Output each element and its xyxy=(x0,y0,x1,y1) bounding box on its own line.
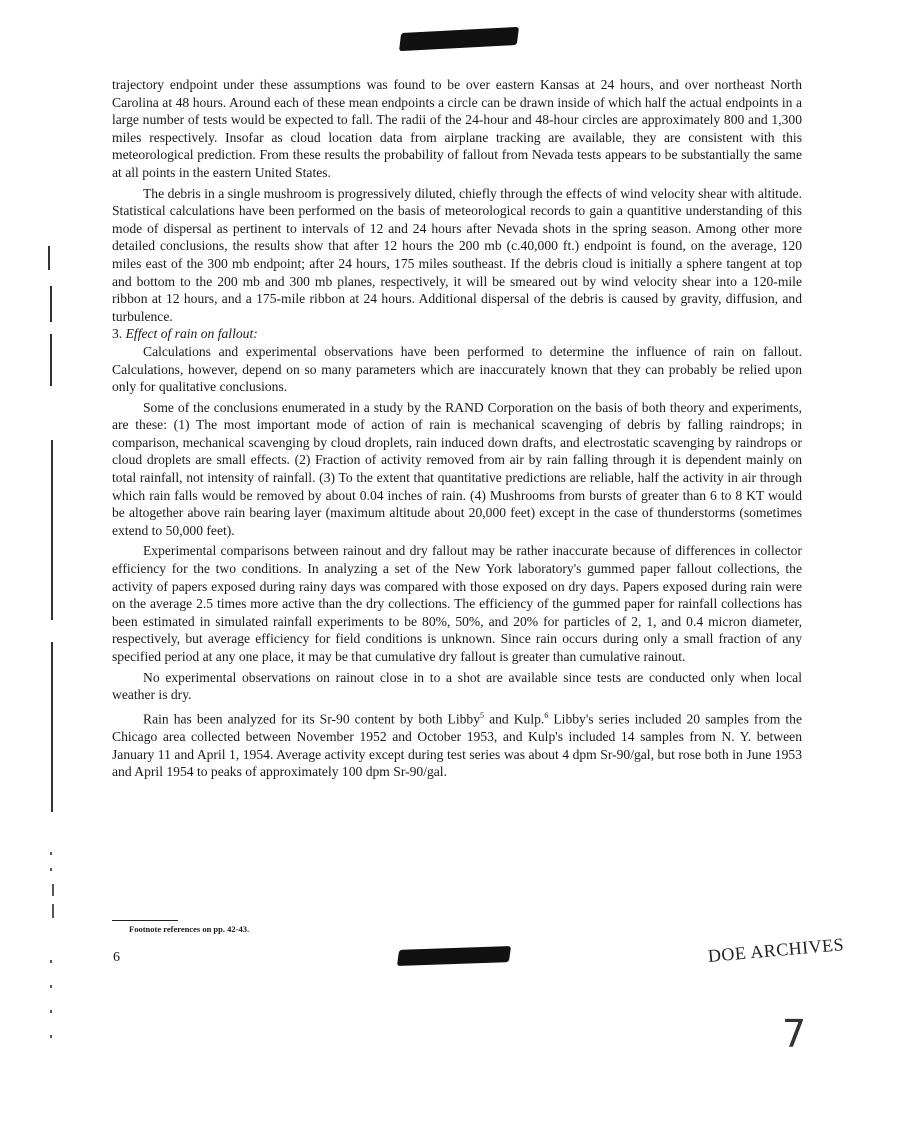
margin-mark xyxy=(50,334,52,386)
margin-dot xyxy=(50,1035,52,1038)
footnote-ref-5: 5 xyxy=(480,710,485,720)
paragraph-debris-dilution: The debris in a single mushroom is progressively diluted, chiefly through the effects of wind velocity shear with altitude. Statistical calculations have been performed on the basis of meteorological records to gain a quantitive understanding of this mode of dispersal as pertinent to intervals of 12 and 24 hours after Nevada shots in the spring season. Among other more detailed conclusions, the results show that after 12 hours the 200 mb (c.40,000 ft.) endpoint is found, on the average, 120 miles east of the 300 mb endpoint; after 24 hours, 175 miles southeast. If the debris cloud is initially a sphere tangent at top and bottom to the 200 mb and 300 mb planes, respectively, it will be smeared out by wind velocity shear into a 120-mile ribbon at 12 hours, and a 175-mile ribbon at 24 hours. Additional dispersal of the debris is caused by gravity, diffusion, and turbulence. xyxy=(112,185,802,324)
sr90-text-1: Rain has been analyzed for its Sr-90 content by both Libby xyxy=(143,711,481,727)
redacted-classification-top xyxy=(399,27,519,51)
document-body xyxy=(112,76,802,781)
paragraph-rain-calculations: Calculations and experimental observations have been performed to determine the influence of rain on fallout. Calculations, however, depend on so many parameters which are inaccurately known that they can probably be relied upon only for qualitative conclusions. xyxy=(112,343,802,395)
paragraph-sr90-analysis xyxy=(112,707,802,781)
paragraph-rainout-comparison: Experimental comparisons between rainout and dry fallout may be rather inaccurate because of differences in collector efficiency for the two conditions. In analyzing a set of the New York laboratory's gummed paper fallout collections, the activity of papers exposed during rainy days was compared with those exposed on dry days. Papers exposed during rain were on the average 2.5 times more active than the dry collections. The efficiency of the gummed paper for rainfall collections has been estimated in simulated rainfall experiments to be 80%, 50%, and 20% for particles of 2, 1, and 0.4 micron diameter, respectively, but average efficiency for field conditions is unknown. Since rain occurs during only a small fraction of any specified period at any one place, it may be that cumulative dry fallout is greater than cumulative rainout. xyxy=(112,543,802,664)
handwritten-page-number: 7 xyxy=(782,1012,807,1056)
margin-mark xyxy=(51,440,53,620)
paragraph-no-observations: No experimental observations on rainout close in to a shot are available since tests are conducted only when local weather is dry. xyxy=(112,669,802,703)
margin-dot xyxy=(52,884,54,896)
archive-stamp: DOE ARCHIVES xyxy=(707,934,845,966)
redacted-classification-bottom xyxy=(397,946,511,966)
margin-dot xyxy=(50,1010,52,1013)
footnote: Footnote references on pp. 42-43. xyxy=(129,924,250,934)
margin-dot xyxy=(52,904,54,918)
margin-mark xyxy=(48,246,50,270)
sr90-text-2: and Kulp. xyxy=(484,711,545,727)
sr90-text-3: Libby's series included 20 samples from the Chicago area collected between November 1952 and October 1953, and Kulp's included 14 samples from N. Y. between January 11 and April 1, 1954. Average activity except during test series was about 4 dpm Sr-90/gal, but rose both in June 1953 and April 1954 to peaks of approximately 100 dpm Sr-90/gal. xyxy=(112,711,802,780)
margin-dot xyxy=(50,868,52,871)
footnote-ref-6: 6 xyxy=(544,710,549,720)
section-number: 3. xyxy=(112,326,123,342)
paragraph-trajectory: trajectory endpoint under these assumptions was found to be over eastern Kansas at 24 hours, and over northeast North Carolina at 48 hours. Around each of these mean endpoints a circle can be drawn inside of which half the actual endpoints in a large number of tests would be expected to fall. The radii of the 24-hour and 48-hour circles are approximately 800 and 1,300 miles respectively. Insofar as cloud location data from airplane tracking are available, they are consistent with this meteorological prediction. From these results the probability of fallout from Nevada tests appears to be substantially the same at all points in the eastern United States. xyxy=(112,77,802,180)
margin-dot xyxy=(50,852,52,855)
margin-dot xyxy=(50,985,52,988)
margin-dot xyxy=(50,960,52,963)
footnote-divider xyxy=(112,920,178,921)
page-number: 6 xyxy=(113,950,120,965)
margin-mark xyxy=(50,286,52,322)
margin-mark xyxy=(51,642,53,812)
section-heading xyxy=(112,325,802,343)
section-title: Effect of rain on fallout: xyxy=(125,326,258,342)
paragraph-rand-conclusions: Some of the conclusions enumerated in a study by the RAND Corporation on the basis of both theory and experiments, are these: (1) The most important mode of action of rain is mechanical scavenging of debris by falling raindrops; in comparison, mechanical scavenging by cloud droplets, rain induced down drafts, and electrostatic scavenging by raindrops or cloud droplets are small effects. (2) Fraction of activity removed from air by rain falling through it is dependent mainly on total rainfall, not intensity of rainfall. (3) To the extent that quantitative predictions are reliable, half the activity in air through which rain falls would be removed by about 0.04 inches of rain. (4) Mushrooms from bursts of greater than 6 to 8 KT would be altogether above rain bearing layer (maximum altitude about 20,000 feet) except in the case of thunderstorms (sometimes extend to 50,000 feet). xyxy=(112,399,802,538)
